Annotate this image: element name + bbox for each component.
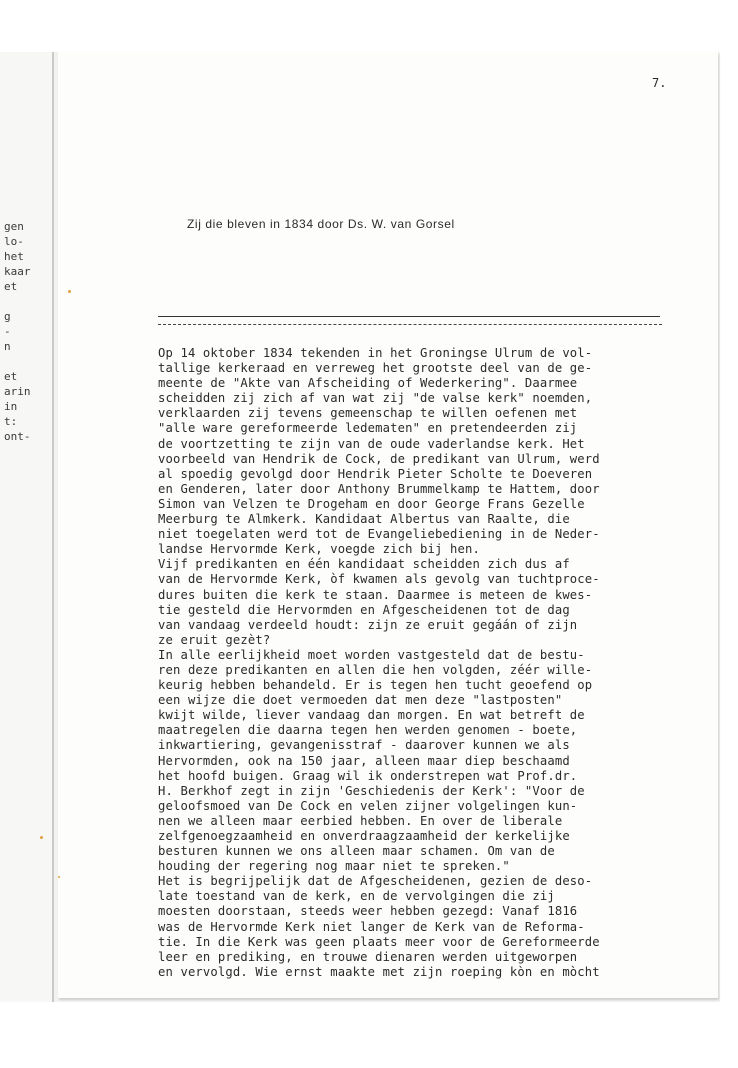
body-line: nen we alleen maar eerbied hebben. En over de liberale — [158, 813, 563, 828]
body-line: In alle eerlijkheid moet worden vastgesteld dat de bestu- — [158, 647, 585, 662]
body-line: scheidden zij zich af van wat zij "de valse kerk" noemden, — [158, 391, 593, 406]
previous-page-fragment: et — [4, 370, 18, 383]
body-line: H. Berkhof zegt in zijn 'Geschiedenis der Kerk': "Voor de — [158, 783, 585, 798]
body-line: Meerburg te Almkerk. Kandidaat Albertus van Raalte, die — [158, 512, 570, 527]
body-line: inkwartiering, gevangenisstraf - daarover kunnen we als — [158, 738, 570, 753]
body-line: zelfgenoegzaamheid en onverdraagzaamheid der kerkelijke — [158, 829, 570, 843]
previous-page-fragment: ont- — [4, 430, 31, 443]
paper-speck — [40, 836, 43, 839]
page-number: 7. — [652, 76, 667, 90]
body-line: besturen kunnen we ons alleen maar schamen. Om van de — [158, 844, 555, 859]
body-line: Op 14 oktober 1834 tekenden in het Groningse Ulrum de vol- — [158, 346, 593, 360]
title-dashed-rule — [158, 324, 662, 325]
previous-page-fragment: n — [4, 340, 11, 353]
body-line: dures buiten die kerk te staan. Daarmee is meteen de kwes- — [158, 587, 593, 602]
body-line: meente de "Akte van Afscheiding of Wederkering". Daarmee — [158, 376, 578, 391]
body-text — [158, 346, 678, 980]
body-line: was de Hervormde Kerk niet langer de Kerk van de Reforma- — [158, 919, 585, 934]
body-line: verklaarden zij tevens gemeenschap te willen oefenen met — [158, 406, 578, 421]
previous-page-fragment: het — [4, 250, 24, 263]
body-line: "alle ware gereformeerde ledematen" en pretendeerden zij — [158, 421, 578, 436]
paper-speck — [58, 876, 60, 878]
body-line: en vervolgd. Wie ernst maakte met zijn roeping kòn en mòcht — [158, 964, 600, 979]
body-line: houding der regering nog maar niet te spreken." — [158, 859, 510, 874]
title-rule — [158, 316, 660, 317]
paper-speck — [68, 290, 71, 293]
body-line: keurig hebben behandeld. Er is tegen hen tucht geoefend op — [158, 678, 593, 693]
body-line: al spoedig gevolgd door Hendrik Pieter Scholte te Doeveren — [158, 466, 593, 481]
body-line: van vandaag verdeeld houdt: zijn ze eruit gegáán of zijn — [158, 617, 578, 632]
body-line: ren deze predikanten en allen die hen volgden, zéér wille- — [158, 662, 593, 677]
body-line: niet toegelaten werd tot de Evangeliebediening in de Neder- — [158, 527, 600, 542]
previous-page-fragment: gen — [4, 220, 24, 233]
previous-page-fragment: t: — [4, 415, 18, 428]
body-line: kwijt wilde, liever vandaag dan morgen. En wat betreft de — [158, 708, 585, 723]
body-line: moesten doorstaan, steeds weer hebben gezegd: Vanaf 1816 — [158, 904, 578, 919]
previous-page-fragment: lo- — [4, 235, 24, 248]
previous-page-fragment: g — [4, 310, 11, 323]
previous-page-fragment: arin — [4, 385, 31, 398]
body-line: van de Hervormde Kerk, òf kwamen als gevolg van tuchtproce- — [158, 572, 600, 587]
body-line: Vijf predikanten en één kandidaat scheidden zich dus af — [158, 557, 570, 572]
body-line: leer en prediking, en trouwe dienaren werden uitgeworpen — [158, 949, 578, 964]
body-line: ze eruit gezèt? — [158, 632, 271, 647]
body-line: tallige kerkeraad en verreweg het grootste deel van de ge- — [158, 361, 593, 376]
previous-page-fragment: et — [4, 280, 18, 293]
previous-page-edge — [0, 52, 54, 1002]
body-line: Simon van Velzen te Drogeham en door George Frans Gezelle — [158, 496, 585, 511]
document-title: Zij die bleven in 1834 door Ds. W. van Gorsel — [187, 217, 455, 231]
body-line: Hervormden, ook na 150 jaar, alleen maar diep beschaamd — [158, 753, 570, 768]
body-line: voorbeeld van Hendrik de Cock, de predikant van Ulrum, werd — [158, 451, 600, 466]
body-line: een wijze die doet vermoeden dat men deze "lastposten" — [158, 693, 563, 708]
body-line: Het is begrijpelijk dat de Afgescheidenen, gezien de deso- — [158, 874, 593, 889]
body-line: late toestand van de kerk, en de vervolgingen die zij — [158, 889, 555, 904]
previous-page-fragment: kaar — [4, 265, 31, 278]
body-line: het hoofd buigen. Graag wil ik onderstrepen wat Prof.dr. — [158, 768, 578, 783]
previous-page-fragment: - — [4, 325, 11, 338]
body-line: landse Hervormde Kerk, voegde zich bij hen. — [158, 542, 480, 557]
body-line: tie. In die Kerk was geen plaats meer voor de Gereformeerde — [158, 934, 600, 949]
body-line: de voortzetting te zijn van de oude vaderlandse kerk. Het — [158, 436, 585, 451]
body-line: geloofsmoed van De Cock en velen zijner volgelingen kun- — [158, 798, 578, 813]
body-line: en Genderen, later door Anthony Brummelkamp te Hattem, door — [158, 481, 600, 496]
body-line: tie gesteld die Hervormden en Afgescheidenen tot de dag — [158, 602, 570, 617]
body-line: maatregelen die daarna tegen hen werden genomen - boete, — [158, 723, 578, 738]
previous-page-fragment: in — [4, 400, 18, 413]
